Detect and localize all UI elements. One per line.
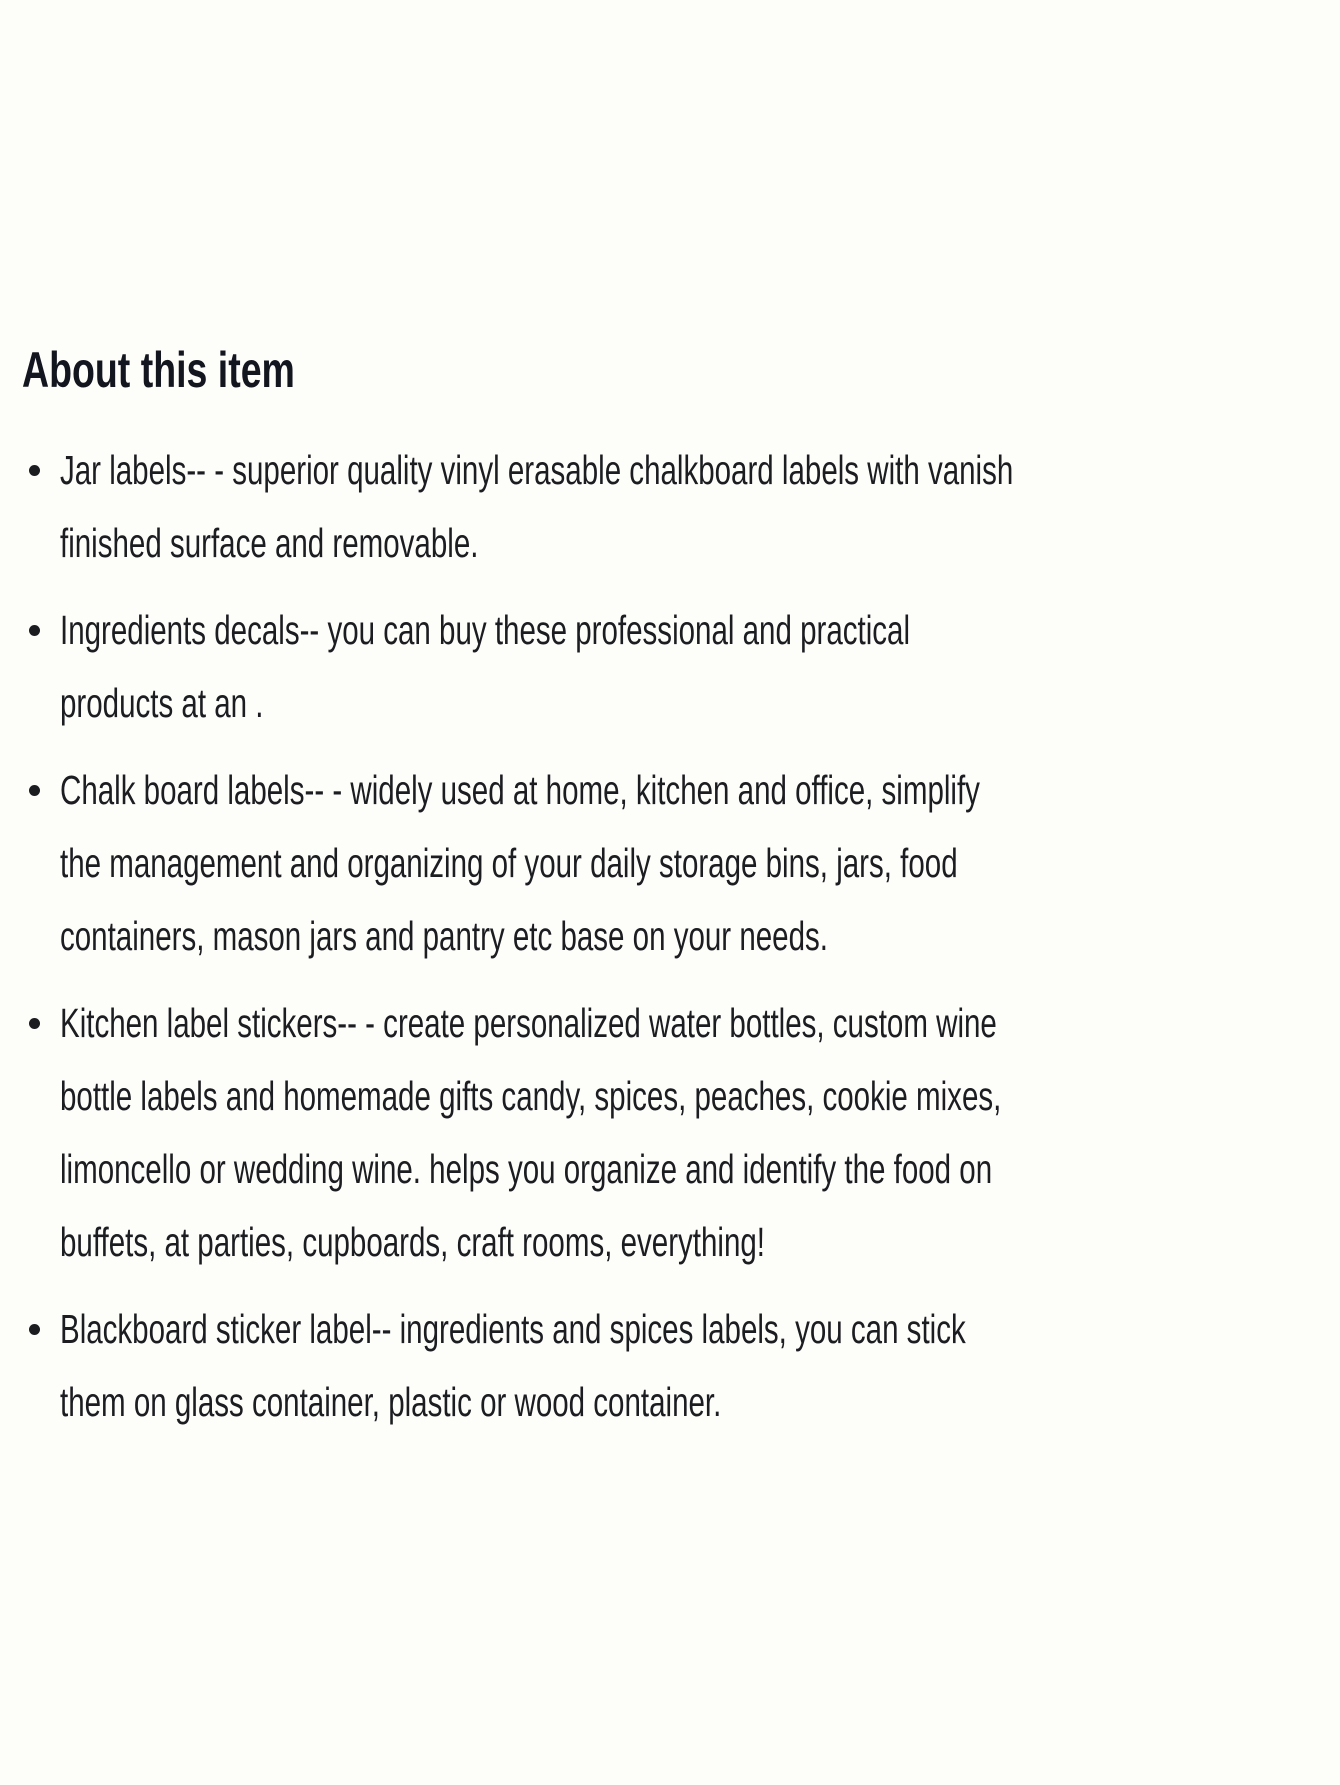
bullet-dot-icon [22,594,60,636]
bullet-item-kitchen-label-stickers [22,987,1340,1279]
bullet-dot-icon [22,434,60,476]
bullet-text [60,1293,966,1439]
bullet-line: bottle labels and homemade gifts candy, spices, peaches, cookie mixes, [60,1073,1002,1119]
bullet-line: Ingredients decals-- you can buy these professional and practical [60,607,911,653]
bullet-text [60,754,980,973]
bullet-text [60,594,910,740]
bullet-text [60,987,1001,1279]
bullet-dot-icon [22,754,60,796]
bullet-line: Chalk board labels-- - widely used at home, kitchen and office, simplify [60,767,980,813]
bullet-line: products at an . [60,680,264,726]
bullet-line: buffets, at parties, cupboards, craft rooms, everything! [60,1219,766,1265]
bullet-dot-icon [22,1293,60,1335]
bullet-line: containers, mason jars and pantry etc base on your needs. [60,913,828,959]
bullet-line: them on glass container, plastic or wood container. [60,1379,722,1425]
section-title: About this item [22,342,295,398]
bullet-line: limoncello or wedding wine. helps you organize and identify the food on [60,1146,993,1192]
bullet-item-jar-labels [22,434,1340,580]
bullet-line: Blackboard sticker label-- ingredients and spices labels, you can stick [60,1306,966,1352]
bullet-list [22,434,1340,1439]
bullet-item-chalk-board-labels [22,754,1340,973]
bullet-item-ingredients-decals [22,594,1340,740]
bullet-line: finished surface and removable. [60,520,479,566]
bullet-line: the management and organizing of your daily storage bins, jars, food [60,840,958,886]
bullet-line: Kitchen label stickers-- - create personalized water bottles, custom wine [60,1000,997,1046]
bullet-dot-icon [22,987,60,1029]
bullet-item-blackboard-sticker-label [22,1293,1340,1439]
bullet-line: Jar labels-- - superior quality vinyl erasable chalkboard labels with vanish [60,447,1014,493]
bullet-text [60,434,1013,580]
